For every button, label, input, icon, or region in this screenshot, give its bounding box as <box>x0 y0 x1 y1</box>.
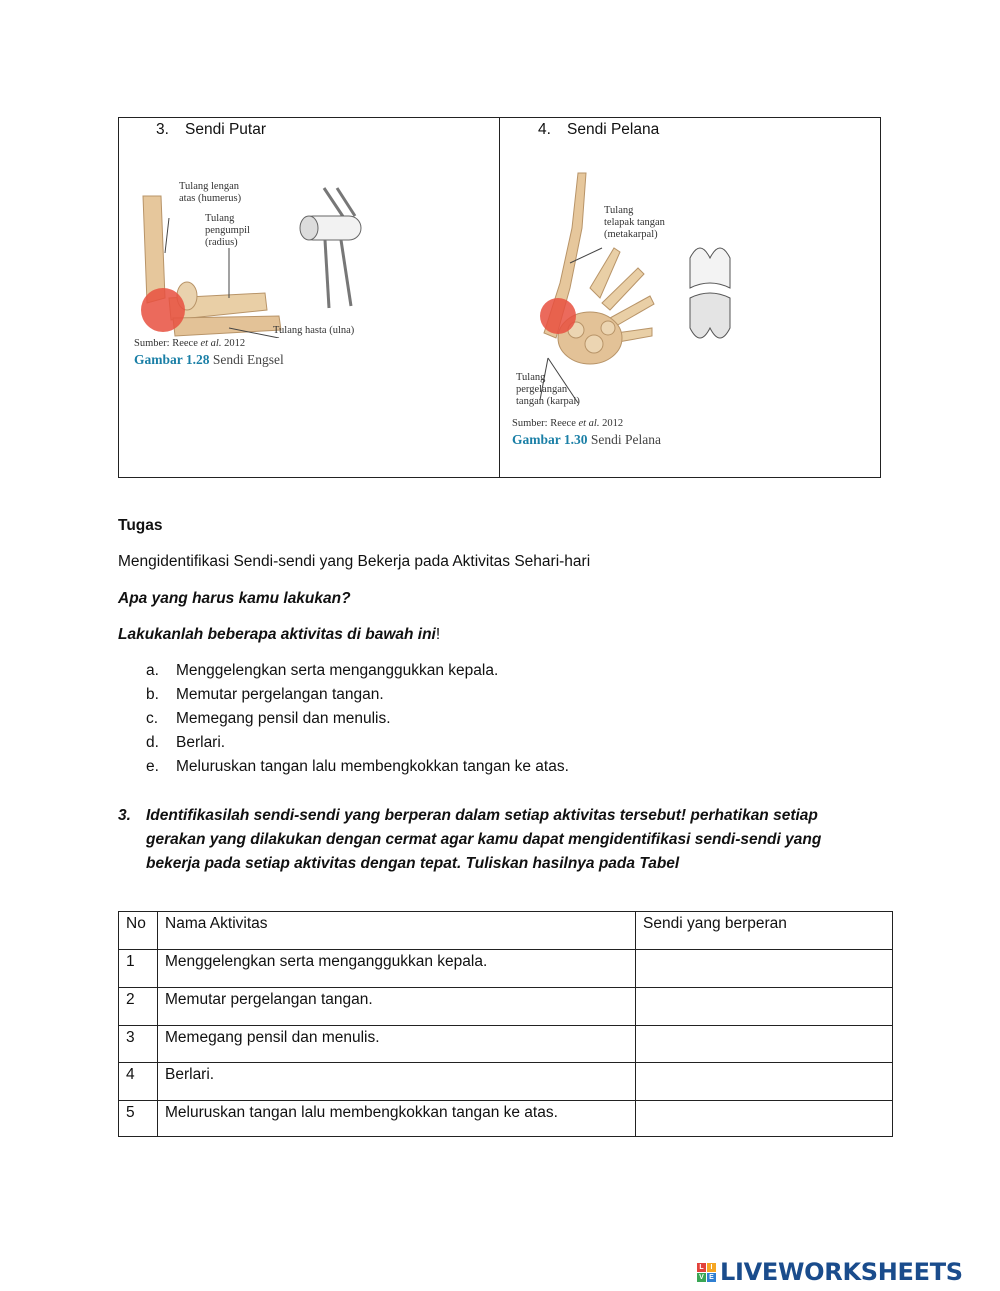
identification-instruction: 3. Identifikasilah sendi-sendi yang berperan dalam setiap aktivitas tersebut! perhatikan setiap gerakan yang dilakukan dengan cermat agar kamu dapat mengidentifikasi sendi-sendi yang bekerja pada setiap aktivitas dengan tepat. Tuliskan hasilnya pada Tabel <box>118 807 822 872</box>
answer-cell[interactable] <box>636 950 893 988</box>
answer-cell[interactable] <box>636 1026 893 1063</box>
joint-figures-table <box>118 117 881 478</box>
task-instruction: Lakukanlah beberapa aktivitas di bawah ini! <box>118 626 441 643</box>
figure-caption-pivot: Gambar 1.28 Sendi Engsel <box>134 352 284 367</box>
table-row: 5 Meluruskan tangan lalu membengkokkan tangan ke atas. <box>119 1101 893 1137</box>
elbow-joint-illustration <box>129 178 379 338</box>
table-row: 3 Memegang pensil dan menulis. <box>119 1026 893 1063</box>
list-item: e. Meluruskan tangan lalu membengkokkan tangan ke atas. <box>146 758 569 775</box>
task-subtitle: Mengidentifikasi Sendi-sendi yang Bekerja pada Aktivitas Sehari-hari <box>118 553 591 570</box>
answer-table <box>118 911 893 1137</box>
figure-source-saddle: Sumber: Reece et al. 2012 <box>512 418 624 429</box>
task-question: Apa yang harus kamu lakukan? <box>118 590 351 607</box>
table-row: 1 Menggelengkan serta menganggukkan kepala. <box>119 950 893 988</box>
liveworksheets-brand[interactable] <box>697 1258 963 1286</box>
liveworksheets-logo-icon: L I V E <box>697 1263 716 1282</box>
list-item: b. Memutar pergelangan tangan. <box>146 686 384 703</box>
joint-title-saddle: 4. Sendi Pelana <box>538 121 660 138</box>
hinge-model-icon <box>300 188 361 308</box>
list-item: d. Berlari. <box>146 734 226 751</box>
table-row: 4 Berlari. <box>119 1063 893 1101</box>
joint-title-pivot: 3. Sendi Putar <box>156 121 266 138</box>
answer-cell[interactable] <box>636 1063 893 1101</box>
list-item: a. Menggelengkan serta menganggukkan kepala. <box>146 662 499 679</box>
figure-caption-saddle: Gambar 1.30 Sendi Pelana <box>512 432 662 447</box>
table-row: 2 Memutar pergelangan tangan. <box>119 988 893 1026</box>
joint-cell-saddle: 4. Sendi Pelana Tulang telapak tangan (metakarpal) Tulang pergelangan tangan (karpal) Sumber: Reece et al. 2012 Gambar 1.30 Sendi Pelana <box>500 118 880 477</box>
activity-list <box>146 662 569 782</box>
figure-source-pivot: Sumber: Reece et al. 2012 <box>134 338 246 349</box>
joint-cell-pivot: 3. Sendi Putar Tulang lengan atas (humerus) Tulang pengumpil (radius) Tulang hasta (ulna) Sumber: Reece et al. 2012 Gambar 1.28 Sendi Engsel <box>119 118 500 477</box>
list-item: c. Memegang pensil dan menulis. <box>146 710 391 727</box>
saddle-model-icon <box>690 248 730 338</box>
brand-name: LIVEWORKSHEETS <box>720 1258 963 1286</box>
task-heading: Tugas <box>118 517 163 534</box>
answer-cell[interactable] <box>636 988 893 1026</box>
table-header-row: No Nama Aktivitas Sendi yang berperan <box>119 912 893 950</box>
answer-cell[interactable] <box>636 1101 893 1137</box>
